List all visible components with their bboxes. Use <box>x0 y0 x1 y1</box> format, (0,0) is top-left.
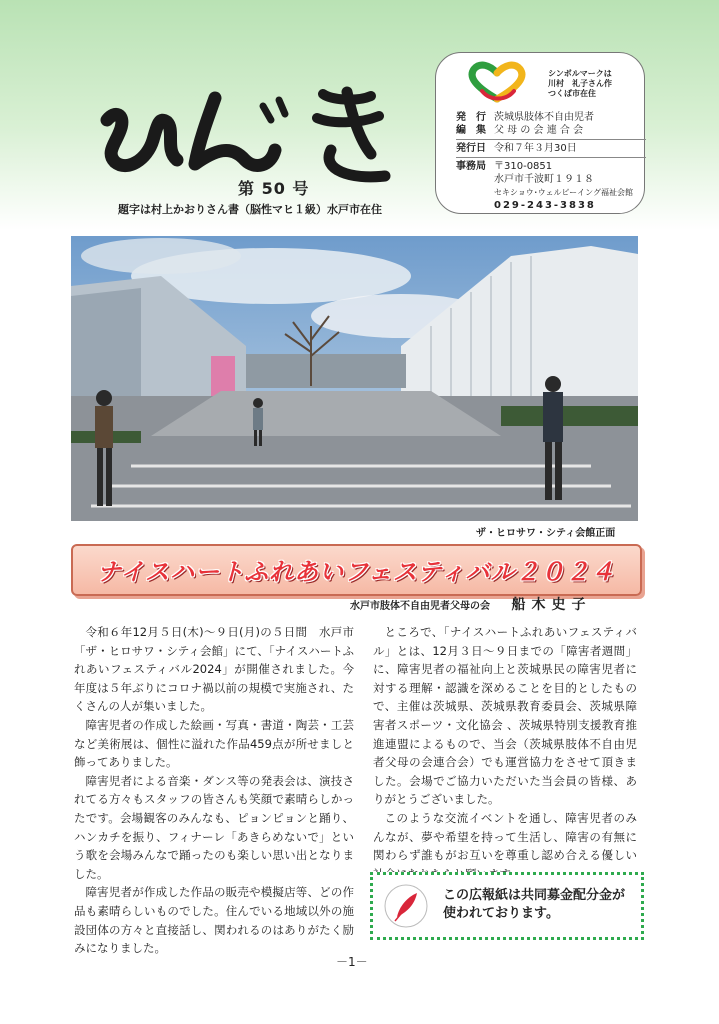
article-column-right <box>373 623 637 883</box>
paragraph: 令和６年12月５日(木)～９日(月)の５日間 水戸市「ザ・ヒロサワ・シティ会館」にて、「ナイスハートふれあいフェスティバル2024」が開催されました。今年度は５年ぶりにコロナ禍以前の規模で実施され、たくさんの人が集いました。 <box>74 625 354 714</box>
publisher-info-rows <box>456 111 646 212</box>
article-byline <box>350 594 591 614</box>
publisher-info-box <box>435 52 645 214</box>
red-feather-icon <box>383 883 429 929</box>
title-credit: 題字は村上かおりさん書（脳性マヒ１級）水戸市在住 <box>118 203 382 216</box>
info-row-office: 事務局 〒310-0851 <box>456 157 646 173</box>
info-row-building: セキショウ･ウェルビーイング福祉会館 <box>494 188 633 197</box>
article-column-left <box>74 623 354 958</box>
issue-number: 第 50 号 <box>238 179 310 198</box>
paragraph: 障害児者による音楽・ダンス等の発表会は、演技されてる方々もスタッフの皆さんも笑顔で素晴らしかったです。会場観客のみんなも、ピョンピョンと踊り、ハンカチを振り、フィナーレ「あきらめないで」という歌を会場みんなで踊ったのも楽しい思い出となりました。 <box>74 773 354 881</box>
info-row-address: 水戸市千波町１９１８ <box>494 174 594 185</box>
info-row-date: 発行日 令和７年３月30日 <box>456 139 646 155</box>
info-row-publisher: 発 行 茨城県肢体不自由児者 <box>456 112 594 123</box>
notice-text: この広報紙は共同募金配分金が 使われております。 <box>443 888 626 921</box>
masthead-calligraphy <box>95 80 405 190</box>
article-title-banner <box>71 544 642 596</box>
byline-author: 船木史子 <box>511 597 592 613</box>
byline-org: 水戸市肢体不自由児者父母の会 <box>350 601 490 612</box>
photo-caption: ザ・ヒロサワ・シティ会館正面 <box>476 528 616 539</box>
hall-front-photo <box>71 236 638 521</box>
info-row-editor: 編 集 父 母 の 会 連 合 会 <box>456 125 584 136</box>
article-title: ナイスハートふれあいフェスティバル２０２４ <box>97 558 616 586</box>
community-chest-notice <box>370 872 644 940</box>
paragraph: 障害児者が作成した作品の販売や模擬店等、どの作品も素晴らしいものでした。住んでいる地域以外の施設団体の方々と直接話し、関われるのはありがたく励みになりました。 <box>74 885 354 956</box>
paragraph: 障害児者の作成した絵画・写真・書道・陶芸・工芸など美術展は、個性に溢れた作品459点が所せましと飾ってありました。 <box>74 717 354 770</box>
paragraph: ところで、「ナイスハートふれあいフェスティバル」とは、12月３日～９日までの「障害者週間」に、障害児者の福祉向上と茨城県民の障害児者に対する理解・認識を深めることを目的としたもので、主催は茨城県、茨城県教育委員会、茨城県障害者スポーツ・文化協会 、茨城県特別支援教育推進連盟によるもので、当会（茨城県肢体不自由児者父母の会連合会）でも運営協力をさせて頂きました。会場でご協力いただいた当会員の皆様、ありがとうございました。 <box>373 625 637 807</box>
page-number: －1－ <box>336 955 368 969</box>
info-row-tel: 029-243-3838 <box>494 200 596 211</box>
logo-caption: シンボルマークは 川村 礼子さん作 つくば市在住 <box>548 69 612 98</box>
paragraph: このような交流イベントを通し、障害児者のみんなが、夢や希望を持って生活し、障害の有無に関わらず誰もがお互いを尊重し認め合える優しい <box>373 810 637 863</box>
heart-symbol-logo-icon <box>466 61 528 103</box>
